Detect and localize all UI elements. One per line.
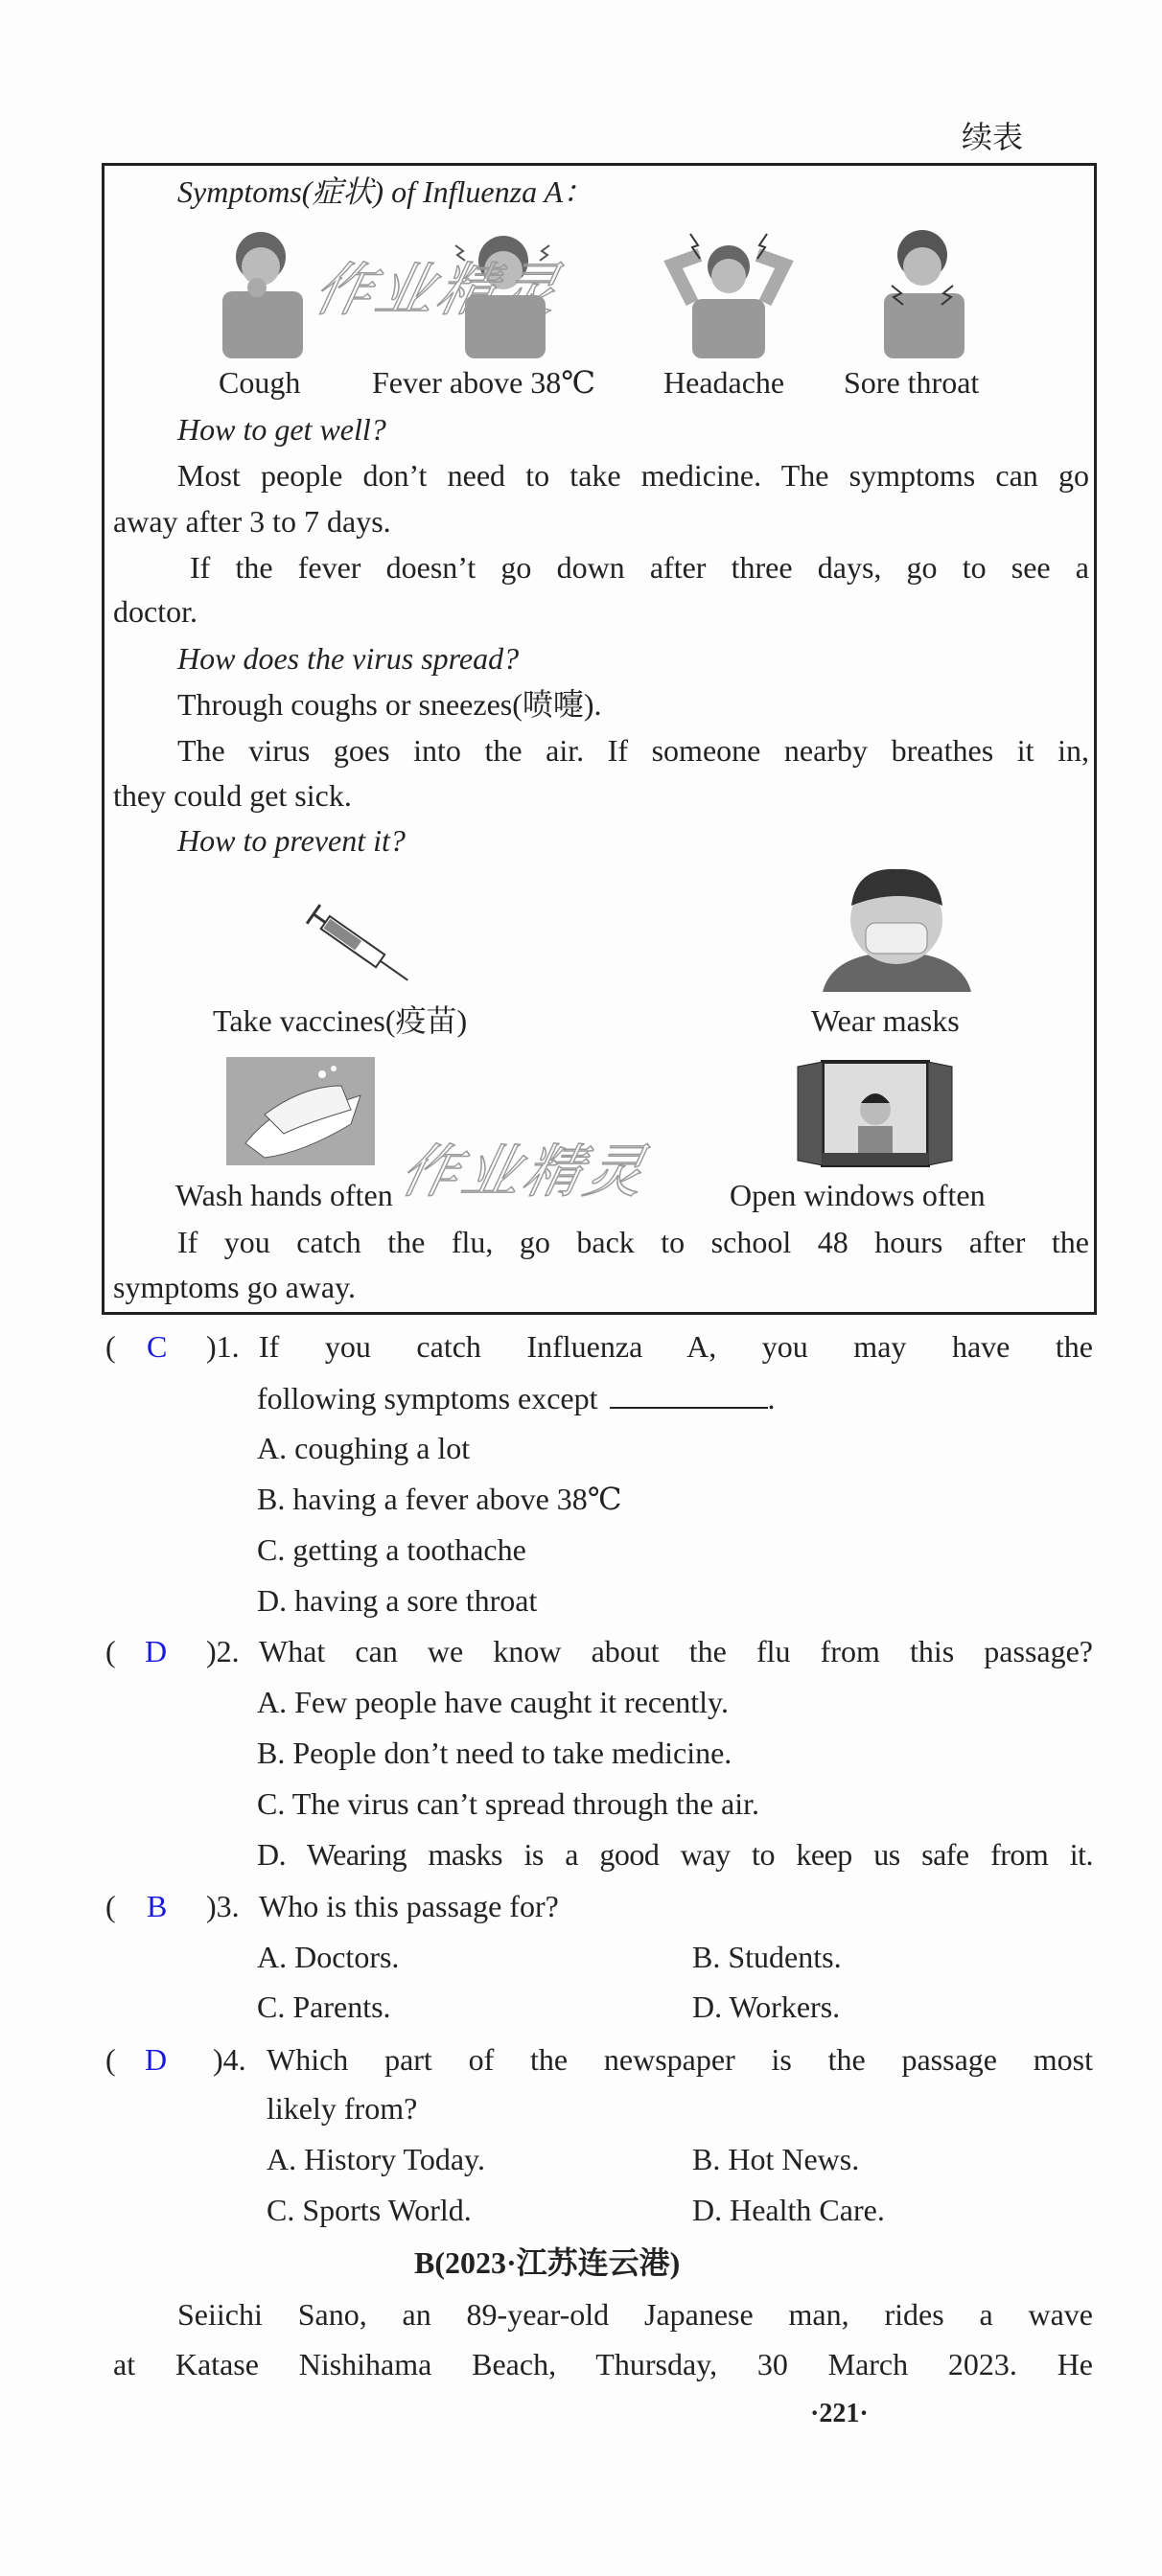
answer-blank [610,1378,768,1409]
heading-get-well: How to get well? [177,412,386,447]
watermark: 作业精灵 [394,1138,655,1206]
prevent-label: Take vaccines(疫苗) [213,1003,468,1038]
paragraph-line: If the fever doesn’t go down after three days, go to see a [190,550,1089,585]
cough-figure-icon [201,226,326,360]
mask-figure-icon [813,867,981,992]
answer-q1: C [147,1329,168,1364]
syringe-icon [297,901,422,997]
option: D. Workers. [692,1990,841,2024]
section-b-heading: B(2023·江苏连云港) [414,2245,681,2280]
heading-prevent: How to prevent it? [177,823,406,858]
sore-throat-figure-icon [863,226,988,360]
option: C. Parents. [257,1990,391,2024]
option: B. Hot News. [692,2142,860,2176]
continued-label: 续表 [962,120,1024,154]
option: D. Wearing masks is a good way to keep us safe from it. [257,1837,1093,1872]
question-text-line: following symptoms except [257,1381,598,1415]
answer-q4: D [145,2042,168,2077]
paragraph-line: Through coughs or sneezes(喷嚏). [177,687,602,722]
symptoms-title: Symptoms(症状) of Influenza A： [177,174,594,209]
heading-spread: How does the virus spread? [177,641,520,676]
question-number: )2. [206,1634,240,1668]
paragraph-line: If you catch the flu, go back to school 48 hours after the [177,1225,1089,1259]
open-window-icon [796,1057,954,1170]
wash-hands-icon [226,1057,375,1165]
paragraph-line: doctor. [113,594,198,629]
option: C. getting a toothache [257,1532,526,1567]
answer-paren: ( [105,1889,116,1923]
prevent-label: Wear masks [811,1003,960,1038]
answer-paren: ( [105,1634,116,1668]
question-text: likely from? [267,2091,418,2126]
answer-q3: B [147,1889,168,1923]
question-number: )1. [206,1329,240,1364]
question-number: )3. [206,1889,240,1923]
paragraph-line: Most people don’t need to take medicine. The symptoms can go [177,458,1089,493]
paragraph-line: Seiichi Sano, an 89-year-old Japanese man, rides a wave [177,2297,1093,2332]
symptom-label: Fever above 38℃ [372,365,596,400]
paragraph-line: The virus goes into the air. If someone nearby breathes it in, [177,733,1089,768]
question-text: What can we know about the flu from this passage? [259,1634,1093,1668]
question-text: Which part of the newspaper is the passage most [267,2042,1093,2077]
option: A. Doctors. [257,1940,400,1974]
paragraph-line: symptoms go away. [113,1270,357,1304]
option: D. Health Care. [692,2193,885,2227]
option: A. Few people have caught it recently. [257,1685,729,1719]
prevent-label: Wash hands often [175,1178,393,1212]
period: . [767,1381,776,1415]
option: B. People don’t need to take medicine. [257,1736,732,1770]
option: A. coughing a lot [257,1431,471,1465]
question-text: Who is this passage for? [259,1889,559,1923]
prevent-label: Open windows often [730,1178,986,1212]
symptom-label: Sore throat [844,365,980,400]
symptom-label: Cough [219,365,301,400]
symptom-label: Headache [663,365,785,400]
question-number: )4. [213,2042,246,2077]
answer-paren: ( [105,2042,116,2077]
option: D. having a sore throat [257,1583,538,1618]
option: B. having a fever above 38℃ [257,1482,622,1516]
paragraph-line: at Katase Nishihama Beach, Thursday, 30 March 2023. He [113,2347,1093,2381]
question-text: If you catch Influenza A, you may have the [259,1329,1093,1364]
option: C. Sports World. [267,2193,472,2227]
paragraph-line: away after 3 to 7 days. [113,504,391,539]
question-text [257,1378,776,1416]
answer-q2: D [145,1634,168,1668]
paragraph-line: they could get sick. [113,778,352,813]
option: C. The virus can’t spread through the air. [257,1786,760,1821]
watermark: 作业精灵 [308,257,569,324]
headache-figure-icon [652,226,805,360]
option: A. History Today. [267,2142,485,2176]
option: B. Students. [692,1940,842,1974]
answer-paren: ( [105,1329,116,1364]
page-number: ·221· [810,2399,869,2428]
